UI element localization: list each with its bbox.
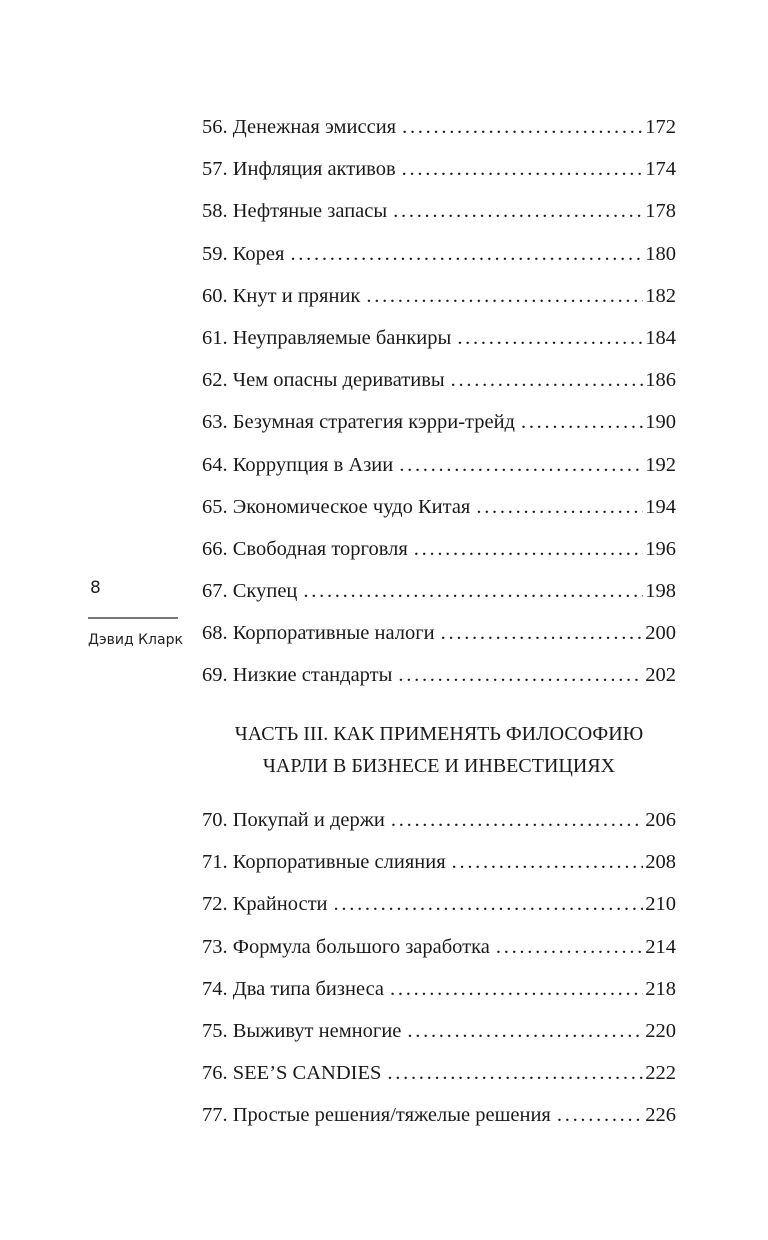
dot-leader xyxy=(407,1010,643,1052)
toc-entry[interactable] xyxy=(202,1052,676,1094)
toc-entry[interactable] xyxy=(202,486,676,528)
toc-entry-page: 206 xyxy=(645,809,676,831)
toc-entry-title: 59. Корея xyxy=(202,242,285,265)
dot-leader xyxy=(496,926,643,968)
dot-leader xyxy=(451,359,644,401)
toc-entry-title: 72. Крайности xyxy=(202,893,328,916)
toc-entry-title: 62. Чем опасны деривативы xyxy=(202,369,445,392)
part3-heading-line1: ЧАСТЬ III. КАК ПРИМЕНЯТЬ ФИЛОСОФИЮ xyxy=(234,723,644,745)
page-number: 8 xyxy=(90,578,101,598)
dot-leader xyxy=(521,401,643,443)
toc-entry-page: 200 xyxy=(645,622,676,645)
toc-entry[interactable] xyxy=(202,106,676,148)
toc-entry[interactable] xyxy=(202,1010,676,1052)
dot-leader xyxy=(334,883,644,925)
dot-leader xyxy=(441,612,644,654)
toc-entry-title: 57. Инфляция активов xyxy=(202,158,396,181)
toc-entry[interactable] xyxy=(202,570,676,612)
toc-entry-page: 186 xyxy=(645,369,676,392)
toc-entry-title: 60. Кнут и пряник xyxy=(202,284,361,307)
toc-entry-page: 172 xyxy=(645,116,676,138)
toc-entry-title: 63. Безумная стратегия кэрри-трейд xyxy=(202,411,515,434)
toc-list-part2 xyxy=(202,106,676,697)
toc-entry-title: 69. Низкие стандарты xyxy=(202,664,393,687)
toc-entry-title: 61. Неуправляемые банкиры xyxy=(202,326,452,349)
dot-leader xyxy=(402,148,644,190)
toc-entry-page: 182 xyxy=(645,284,676,307)
toc-entry[interactable] xyxy=(202,444,676,486)
toc-entry[interactable] xyxy=(202,233,676,275)
toc-entry-page: 190 xyxy=(645,411,676,434)
toc-list-part3 xyxy=(202,799,676,1137)
dot-leader xyxy=(290,233,643,275)
toc-entry-title: 74. Два типа бизнеса xyxy=(202,977,385,1000)
dot-leader xyxy=(402,106,643,148)
toc-entry[interactable] xyxy=(202,190,676,232)
dot-leader xyxy=(476,486,643,528)
toc-entry-page: 178 xyxy=(645,200,676,223)
toc-entry[interactable] xyxy=(202,968,676,1010)
toc-entry-title: 58. Нефтяные запасы xyxy=(202,200,388,223)
dot-leader xyxy=(557,1094,643,1136)
toc-entry-title: 77. Простые решения/тяжелые решения xyxy=(202,1104,551,1127)
toc-entry-page: 222 xyxy=(645,1062,676,1085)
dot-leader xyxy=(398,654,643,696)
toc-entry-page: 210 xyxy=(645,893,676,916)
toc-entry[interactable] xyxy=(202,799,676,841)
toc-entry[interactable] xyxy=(202,841,676,883)
toc-entry-page: 208 xyxy=(645,851,676,874)
toc-entry-page: 196 xyxy=(645,537,676,560)
toc-entry-title: 56. Денежная эмиссия xyxy=(202,116,397,138)
toc-entry[interactable] xyxy=(202,528,676,570)
toc-entry[interactable] xyxy=(202,317,676,359)
toc-entry-title: 73. Формула большого заработка xyxy=(202,935,490,958)
toc-entry-page: 220 xyxy=(645,1019,676,1042)
toc-entry-title: 64. Коррупция в Азии xyxy=(202,453,394,476)
toc-entry[interactable] xyxy=(202,401,676,443)
toc-entry-page: 184 xyxy=(645,326,676,349)
toc-entry-title: 75. Выживут немногие xyxy=(202,1019,402,1042)
toc-entry-page: 226 xyxy=(645,1104,676,1127)
dot-leader xyxy=(391,799,643,841)
toc-entry-title: 68. Корпоративные налоги xyxy=(202,622,435,645)
toc-entry[interactable] xyxy=(202,654,676,696)
dot-leader xyxy=(414,528,643,570)
toc-entry[interactable] xyxy=(202,612,676,654)
dot-leader xyxy=(366,275,643,317)
toc-entry-title: 71. Корпоративные слияния xyxy=(202,851,446,874)
dot-leader xyxy=(393,190,643,232)
author-name: Дэвид Кларк xyxy=(88,632,183,648)
toc-entry-page: 218 xyxy=(645,977,676,1000)
dot-leader xyxy=(390,968,643,1010)
dot-leader xyxy=(387,1052,643,1094)
toc-entry-page: 214 xyxy=(645,935,676,958)
toc-entry[interactable] xyxy=(202,275,676,317)
toc-entry-title: 70. Покупай и держи xyxy=(202,809,385,831)
toc-entry-page: 198 xyxy=(645,580,676,603)
toc-entry-page: 180 xyxy=(645,242,676,265)
toc-entry[interactable] xyxy=(202,883,676,925)
toc-entry-title: 76. SEE’S CANDIES xyxy=(202,1062,382,1085)
toc-entry-page: 202 xyxy=(645,664,676,687)
toc-entry-page: 194 xyxy=(645,495,676,518)
dot-leader xyxy=(303,570,643,612)
dot-leader xyxy=(452,841,644,883)
toc-entry-page: 192 xyxy=(645,453,676,476)
toc-entry[interactable] xyxy=(202,148,676,190)
toc-entry-title: 66. Свободная торговля xyxy=(202,537,408,560)
toc-entry-page: 174 xyxy=(645,158,676,181)
toc-entry[interactable] xyxy=(202,1094,676,1136)
part3-heading-line2: ЧАРЛИ В БИЗНЕСЕ И ИНВЕСТИЦИЯХ xyxy=(262,755,616,777)
dot-leader xyxy=(457,317,643,359)
toc-entry[interactable] xyxy=(202,359,676,401)
margin-rule xyxy=(88,617,178,619)
toc-entry[interactable] xyxy=(202,926,676,968)
toc-entry-title: 65. Экономическое чудо Китая xyxy=(202,495,471,518)
part3-heading xyxy=(202,718,676,782)
dot-leader xyxy=(399,444,643,486)
toc-entry-title: 67. Скупец xyxy=(202,580,298,603)
